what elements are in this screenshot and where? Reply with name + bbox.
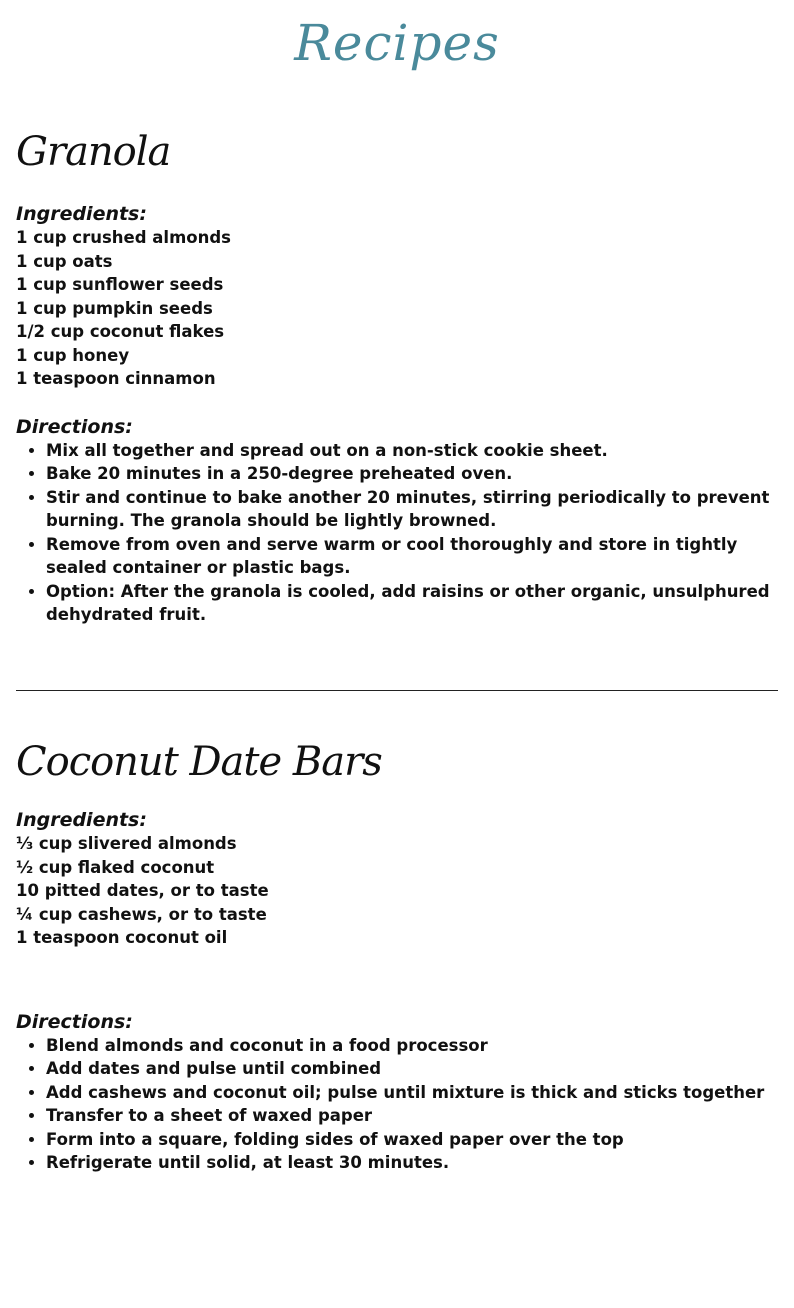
direction-item: • Mix all together and spread out on a non-stick cookie sheet. — [46, 439, 778, 463]
recipe-granola — [16, 130, 778, 627]
ingredients-heading: Ingredients: — [16, 809, 147, 831]
direction-item: • Refrigerate until solid, at least 30 minutes. — [46, 1151, 778, 1175]
section-divider — [16, 690, 778, 691]
direction-item: • Transfer to a sheet of waxed paper — [46, 1104, 778, 1128]
ingredient-item: ¼ cup cashews, or to taste — [16, 904, 267, 924]
direction-item: • Bake 20 minutes in a 250-degree preheated oven. — [46, 462, 778, 486]
ingredient-item: 10 pitted dates, or to taste — [16, 881, 269, 900]
ingredient-item: 1 cup honey — [16, 345, 130, 365]
directions-heading: Directions: — [16, 1010, 133, 1033]
direction-item: • Form into a square, folding sides of waxed paper over the top — [46, 1128, 778, 1152]
direction-item: • Add dates and pulse until combined — [46, 1057, 778, 1081]
recipe-title: Granola — [16, 129, 171, 175]
ingredients-list — [16, 226, 778, 391]
ingredient-item: 1/2 cup coconut flakes — [16, 322, 225, 341]
ingredient-item: 1 cup oats — [16, 251, 113, 271]
ingredient-item: 1 cup sunflower seeds — [16, 275, 224, 294]
direction-item: • Stir and continue to bake another 20 minutes, stirring periodically to prevent burning. The granola should be lightly browned. — [46, 486, 778, 533]
direction-item: • Add cashews and coconut oil; pulse until mixture is thick and sticks together — [46, 1081, 778, 1105]
direction-item: • Blend almonds and coconut in a food processor — [46, 1034, 778, 1058]
recipe-coconut-date-bars — [16, 740, 778, 1175]
direction-item: • Option: After the granola is cooled, add raisins or other organic, unsulphured dehydrated fruit. — [46, 580, 778, 627]
ingredients-list — [16, 832, 778, 950]
ingredient-item: ⅓ cup slivered almonds — [16, 834, 237, 853]
directions-heading: Directions: — [16, 415, 133, 438]
ingredient-item: ½ cup flaked coconut — [16, 857, 215, 877]
page-title: Recipes — [294, 14, 500, 72]
ingredient-item: 1 cup pumpkin seeds — [16, 298, 213, 318]
directions-list — [16, 439, 778, 627]
directions-list — [16, 1034, 778, 1175]
ingredient-item: 1 teaspoon cinnamon — [16, 369, 216, 388]
ingredients-heading: Ingredients: — [16, 203, 147, 225]
direction-item: • Remove from oven and serve warm or cool thoroughly and store in tightly sealed container or plastic bags. — [46, 533, 778, 580]
recipe-title: Coconut Date Bars — [16, 739, 382, 785]
ingredient-item: 1 teaspoon coconut oil — [16, 928, 228, 947]
ingredient-item: 1 cup crushed almonds — [16, 228, 231, 247]
